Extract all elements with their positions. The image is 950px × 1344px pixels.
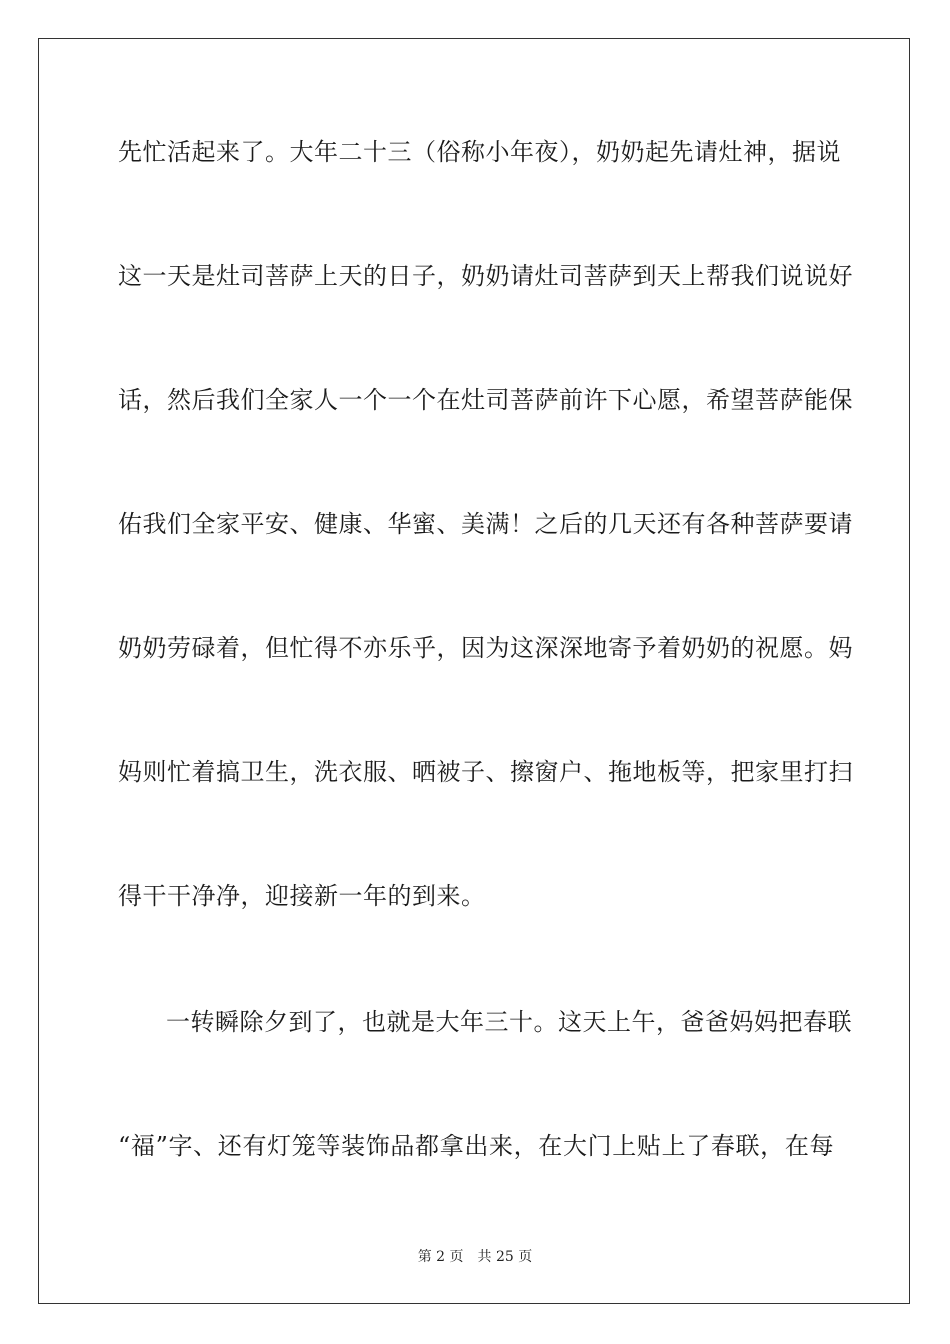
- paragraph-line: 奶奶劳碌着，但忙得不亦乐乎，因为这深深地寄予着奶奶的祝愿。妈: [118, 634, 853, 662]
- paragraph-line: “福”字、还有灯笼等装饰品都拿出来，在大门上贴上了春联，在每: [118, 1132, 834, 1160]
- paragraph-line: 先忙活起来了。大年二十三（俗称小年夜），奶奶起先请灶神，据说: [118, 138, 841, 166]
- paragraph-line: 妈则忙着搞卫生，洗衣服、晒被子、擦窗户、拖地板等，把家里打扫: [118, 758, 853, 786]
- paragraph-line: 这一天是灶司菩萨上天的日子，奶奶请灶司菩萨到天上帮我们说说好: [118, 262, 853, 290]
- page-number: 第 2 页: [417, 1249, 464, 1265]
- paragraph-line: 佑我们全家平安、健康、华蜜、美满！之后的几天还有各种菩萨要请: [118, 510, 853, 538]
- page-total: 共 25 页: [477, 1249, 533, 1265]
- paragraph-line: 话，然后我们全家人一个一个在灶司菩萨前许下心愿，希望菩萨能保: [118, 386, 853, 414]
- paragraph-line: 一转瞬除夕到了，也就是大年三十。这天上午，爸爸妈妈把春联: [166, 1008, 852, 1036]
- page-footer: [0, 1248, 950, 1266]
- paragraph-line: 得干干净净，迎接新一年的到来。: [118, 882, 486, 910]
- page-border: [38, 38, 910, 1304]
